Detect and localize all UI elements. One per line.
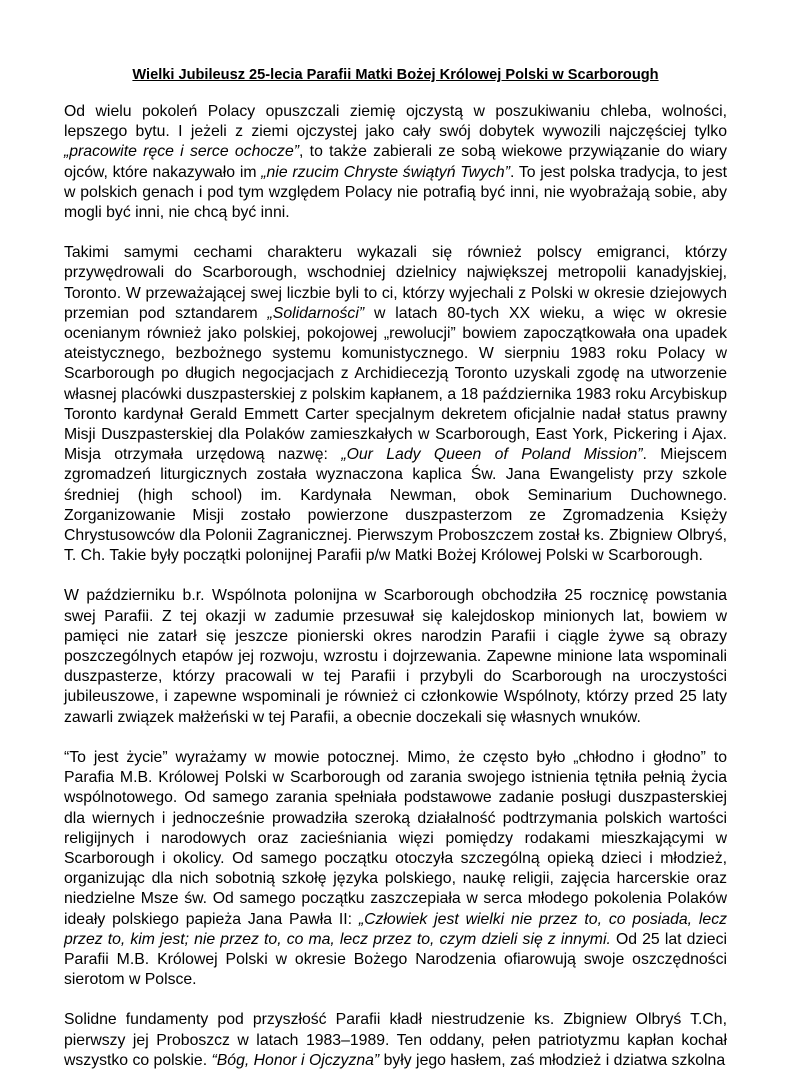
- body-text: . To jest polska tradycja, to jest w polskich genach i pod tym względem Polacy nie potrafią być inni, nie wyobrażają sobie, aby mogli być inni, nie chcą być inni.: [64, 163, 727, 222]
- paragraph: [64, 102, 727, 223]
- body-text: Takimi samymi cechami charakteru wykazali się również polscy emigranci, którzy przywędrowali do Scarborough, wschodniej dzielnicy największej metropolii kanadyjskiej, Toronto. W przeważającej swej liczbie byli to ci, którzy wyjechali z Polski w okresie dziejowych przemian pod sztandarem: [64, 244, 727, 322]
- body-text: w latach 80-tych XX wieku, a więc w okresie ocenianym również jako polskiej, pokojowej „rewolucji” bowiem zapoczątkowała ona upadek ateistycznego, bezbożnego systemu komunistycznego. W sierpniu 1983 roku Polacy w Scarborough po długich negocjacjach z Archidiecezją Toronto uzyskali zgodę na utworzenie własnej placówki duszpasterskiej z polskim kapłanem, a 18 października 1983 roku Arcybiskup Toronto kardynał Gerald Emmett Carter specjalnym dekretem oficjalnie nadał status prawny Misji Duszpasterskiej dla Polaków zamieszkałych w Scarborough, East York, Pickering i Ajax. Misja otrzymała urzędową nazwę:: [64, 304, 727, 464]
- body-text: . Miejscem zgromadzeń liturgicznych została wyznaczona kaplica Św. Jana Ewangelisty przy szkole średniej (high school) im. Kardynała Newman, obok Seminarium Duchownego. Zorganizowanie Misji zostało powierzone duszpasterzom ze Zgromadzenia Księży Chrystusowców dla Polonii Zagranicznej. Pierwszym Proboszczem został ks. Zbigniew Olbryś, T. Ch. Takie były początki polonijnej Parafii p/w Matki Bożej Królowej Polski w Scarborough.: [64, 446, 727, 565]
- quote-text: „Człowiek jest wielki nie przez to, co posiada, lecz przez to, kim jest; nie przez to, co ma, lecz przez to, czym dzieli się z innymi.: [64, 910, 727, 948]
- body-text: W październiku b.r. Wspólnota polonijna w Scarborough obchodziła 25 rocznicę powstania swej Parafii. Z tej okazji w zadumie przesuwał się kalejdoskop minionych lat, bowiem w pamięci nie zatarł się jeszcze pionierski okres narodzin Parafii i ciągle żywe są obrazy poszczególnych etapów jej rozwoju, wzrostu i dojrzewania. Zapewne minione lata wspominali duszpasterze, którzy pracowali w tej Parafii i przybyli do Scarborough na uroczystości jubileuszowe, i zapewne wspominali je również ci członkowie Wspólnoty, którzy przed 25 laty zawarli związek małżeński w tej Parafii, a obecnie doczekali się własnych wnuków.: [64, 587, 727, 726]
- quote-text: „Solidarności”: [267, 304, 365, 322]
- document-page: [64, 66, 727, 1071]
- quote-text: „nie rzucim Chryste świątyń Twych”: [261, 163, 510, 181]
- quote-text: „pracowite ręce i serce ochocze”: [64, 143, 299, 161]
- quote-text: “Bóg, Honor i Ojczyzna”: [211, 1051, 380, 1069]
- body-text: Od wielu pokoleń Polacy opuszczali ziemię ojczystą w poszukiwaniu chleba, wolności, lepszego bytu. I jeżeli z ziemi ojczystej jako cały swój dobytek wywozili najczęściej tylko: [64, 103, 727, 141]
- paragraph: [64, 586, 727, 727]
- paragraph: [64, 1010, 727, 1071]
- body-text: Solidne fundamenty pod przyszłość Parafii kładł niestrudzenie ks. Zbigniew Olbryś T.Ch, pierwszy jej Proboszcz w latach 1983–1989. Ten oddany, pełen patriotyzmu kapłan kochał wszystko co polskie.: [64, 1011, 727, 1069]
- document-title: Wielki Jubileusz 25-lecia Parafii Matki Bożej Królowej Polski w Scarborough: [132, 67, 659, 83]
- paragraph: [64, 748, 727, 990]
- body-text: “To jest życie” wyrażamy w mowie potocznej. Mimo, że często było „chłodno i głodno” to Parafia M.B. Królowej Polski w Scarborough od zarania swojego istnienia tętniła pełnią życia wspólnotowego. Od samego zarania spełniała podstawowe zadanie posługi duszpasterskiej dla wiernych i jednocześnie prowadziła szeroką działalność podtrzymania polskich wartości religijnych i narodowych oraz zacieśniania więzi pomiędzy rodakami mieszkającymi w Scarborough i okolicy. Od samego początku otoczyła szczególną opieką dzieci i młodzież, organizując dla nich sobotnią szkołę języka polskiego, naukę religii, zajęcia harcerskie oraz niedzielne Msze św. Od samego początku zaszczepiała w serca młodego pokolenia Polaków ideały polskiego papieża Jana Pawła II:: [64, 748, 727, 928]
- document-body: [64, 102, 727, 1071]
- body-text: były jego hasłem, zaś młodzież i dziatwa szkolna: [379, 1051, 726, 1069]
- body-text: Od 25 lat dzieci Parafii M.B. Królowej Polski w okresie Bożego Narodzenia ofiarowują swoje oszczędności sierotom w Polsce.: [64, 930, 727, 989]
- paragraph: [64, 243, 727, 566]
- quote-text: „Our Lady Queen of Poland Mission”: [341, 446, 643, 464]
- body-text: , to także zabierali ze sobą wiekowe przywiązanie do wiary ojców, które nakazywało im: [64, 143, 728, 181]
